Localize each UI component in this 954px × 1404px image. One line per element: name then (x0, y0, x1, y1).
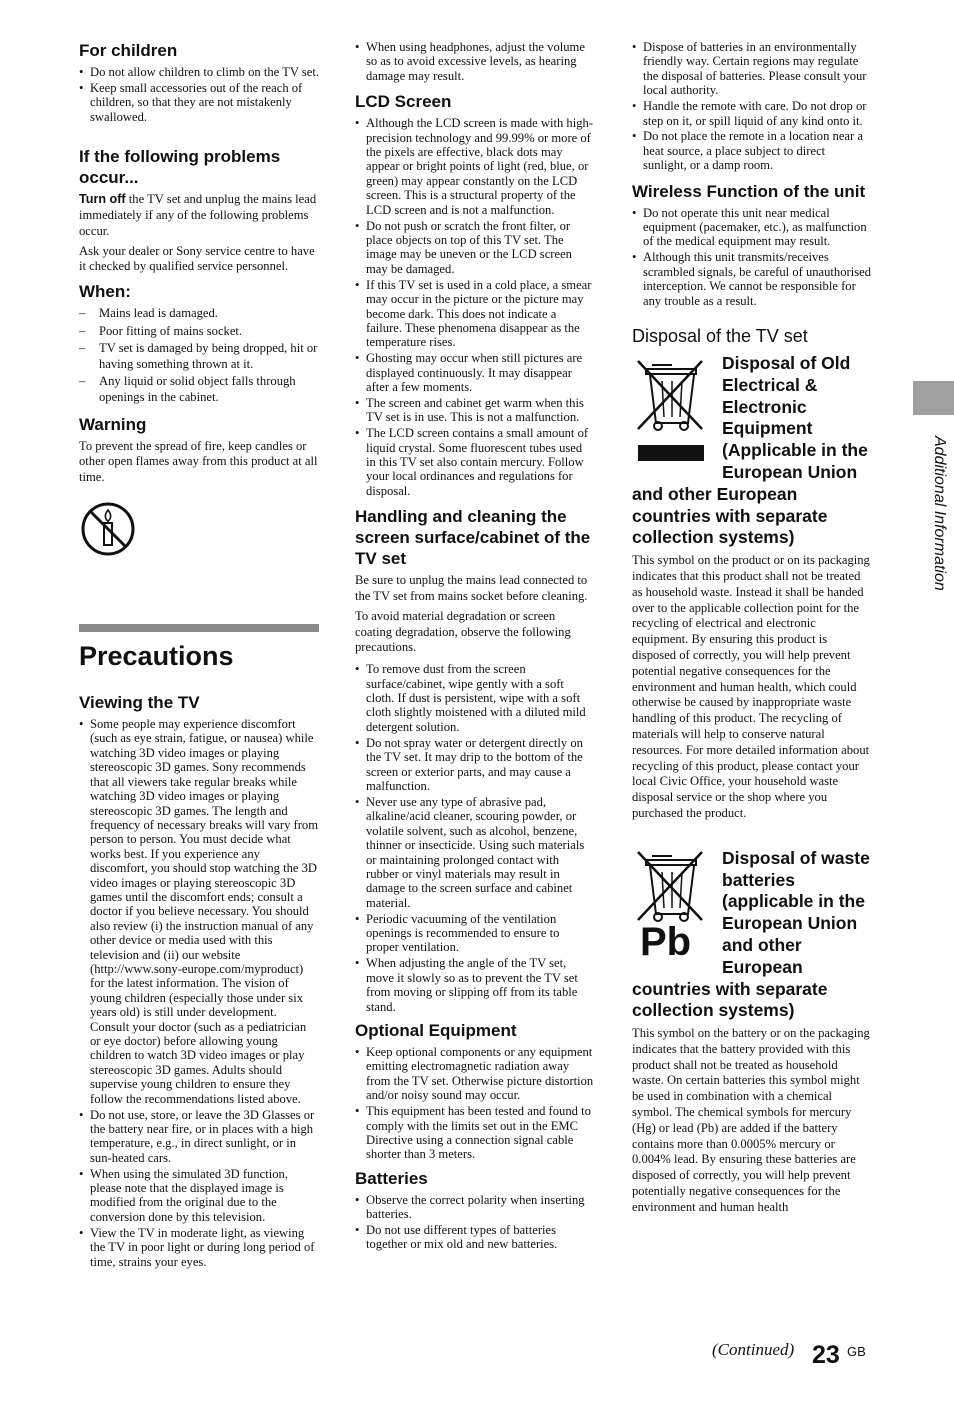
turn-off-label: Turn off (79, 192, 126, 207)
battery-disposal-block (632, 848, 872, 1216)
children-list (79, 65, 319, 124)
problems-text: the TV set and unplug the mains lead immediately if any of the following problems occur. (79, 192, 317, 238)
list-item: • When using the simulated 3D function, please note that the displayed image is modified from the original due to the conversion done by this television. (79, 1167, 319, 1225)
heading-viewing: Viewing the TV (79, 693, 200, 713)
column-3 (632, 40, 872, 1220)
headphones-list (355, 40, 595, 83)
list-item: • Do not spray water or detergent directly on the TV set. It may drip to the bottom of the screen or exterior parts, and may cause a malfunction. (355, 736, 595, 794)
wireless-list (632, 206, 872, 308)
list-item: • Dispose of batteries in an environmentally friendly way. Certain regions may regulate the disposal of batteries. Please consult your local authority. (632, 40, 872, 98)
list-item: – Any liquid or solid object falls through openings in the cabinet. (79, 374, 319, 405)
list-item: • Although this unit transmits/receives scrambled signals, be careful of unauthorised interception. We cannot be responsible for any trouble as a result. (632, 250, 872, 308)
handling-paragraph-2: To avoid material degradation or screen coating degradation, observe the following precautions. (355, 608, 571, 655)
continued-label: (Continued) (712, 1340, 795, 1359)
battery-disposal-text: This symbol on the battery or on the packaging indicates that the battery provided with this product shall not be treated as household waste. On certain batteries this symbol might be used in combination with a chemical symbol. The chemical symbols for mercury (Hg) or lead (Pb) are added if the battery contains more than 0.0005% mercury or 0.004% lead. By ensuring these batteries are disposed of correctly, you will help prevent potentially negative consequences for the environment and human health (632, 1026, 870, 1214)
heading-warning: Warning (79, 414, 147, 434)
page-suffix: GB (847, 1344, 866, 1359)
section-divider (79, 624, 319, 632)
no-candle-icon (79, 500, 137, 558)
list-item: – Mains lead is damaged. (79, 306, 319, 322)
page-number: 23 (812, 1341, 840, 1369)
section-tab-marker (913, 381, 954, 415)
handling-list (355, 662, 595, 1014)
problems-paragraph-1 (79, 192, 319, 239)
list-item: • Keep optional components or any equipment emitting electromagnetic radiation away from the TV set. Otherwise picture distortion and/or noisy sound may occur. (355, 1045, 595, 1103)
list-item: • To remove dust from the screen surface/cabinet, wipe gently with a soft cloth. If dust is persistent, wipe with a soft cloth slightly moistened with a diluted mild detergent solution. (355, 662, 595, 734)
viewing-list (79, 717, 319, 1269)
battery-handling-list (632, 40, 872, 173)
list-item: • The LCD screen contains a small amount of liquid crystal. Some fluorescent tubes used in this TV set also contain mercury. Follow your local ordinances and regulations for disposal. (355, 426, 595, 498)
list-item: – TV set is damaged by being dropped, hit or having something thrown at it. (79, 341, 319, 372)
lcd-list (355, 116, 595, 498)
heading-lcd: LCD Screen (355, 92, 452, 112)
heading-for-children: For children (79, 41, 178, 60)
list-item: • The screen and cabinet get warm when this TV set is in use. This is not a malfunction. (355, 396, 595, 425)
list-item: • Do not operate this unit near medical equipment (pacemaker, etc.), as malfunction of the medical equipment may result. (632, 206, 872, 249)
list-item: • Ghosting may occur when still pictures are displayed continuously. It may disappear after a few moments. (355, 351, 595, 394)
list-item: • When using headphones, adjust the volume so as to avoid excessive levels, as hearing damage may result. (355, 40, 595, 83)
list-item: • Do not push or scratch the front filter, or place objects on top of this TV set. The image may be uneven or the LCD screen may be damaged. (355, 219, 595, 277)
list-item: • Do not place the remote in a location near a heat source, a place subject to direct sunlight, or a damp room. (632, 129, 872, 172)
section-side-label: Additional Information (931, 436, 948, 591)
list-item: • Observe the correct polarity when inserting batteries. (355, 1193, 595, 1222)
list-item: • Keep small accessories out of the reach of children, so that they are not mistakenly swallowed. (79, 81, 319, 124)
list-item: – Poor fitting of mains socket. (79, 324, 319, 340)
problems-paragraph-2: Ask your dealer or Sony service centre to have it checked by qualified service personnel. (79, 243, 315, 274)
heading-disposal: Disposal of the TV set (632, 326, 808, 346)
heading-wireless: Wireless Function of the unit (632, 181, 866, 201)
list-item: • When adjusting the angle of the TV set, move it slowly so as to prevent the TV set from moving or slipping off from its table stand. (355, 956, 595, 1014)
column-2 (355, 40, 595, 1253)
heading-battery-disposal: Disposal of waste batteries (applicable in the European Union and other European countries with separate collection systems) (632, 847, 870, 1021)
heading-optional: Optional Equipment (355, 1021, 517, 1041)
pb-symbol: Pb (640, 919, 692, 964)
list-item: • Never use any type of abrasive pad, alkaline/acid cleaner, scouring powder, or volatile solvent, such as alcohol, benzene, thinner or insecticide. Using such materials or maintaining prolonged contact with rubber or vinyl materials may result in damage to the screen surface and cabinet material. (355, 795, 595, 910)
heading-weee: Disposal of Old Electrical & Electronic Equipment (Applicable in the European Union and other European countries with separate collection systems) (632, 353, 868, 548)
list-item: • Some people may experience discomfort (such as eye strain, fatigue, or nausea) while watching 3D video images or playing stereoscopic 3D games. Sony recommends that all viewers take regular breaks while watching 3D video images or playing stereoscopic 3D games. The length and frequency of necessary breaks will vary from person to person. You must decide what works best. If you experience any discomfort, you should stop watching the 3D video images or playing stereoscopic 3D games until the discomfort ends; consult a doctor if you believe necessary. You should also review (i) the instruction manual of any other device or media used with this television and (ii) our website (http://www.sony-europe.com/myproduct) for the latest information. The vision of young children (especially those under six years old) is still under development. Consult your doctor (such as a pediatrician or eye doctor) before allowing young children to watch 3D video images or play stereoscopic 3D games. Adults should supervise young children to ensure they follow the recommendations listed above. (79, 717, 319, 1106)
heading-handling: Handling and cleaning the screen surface/cabinet of the TV set (355, 507, 591, 569)
page-title: Precautions (79, 641, 234, 672)
column-1 (79, 40, 319, 1271)
warning-text: To prevent the spread of fire, keep candles or other open flames away from this product at all time. (79, 438, 318, 485)
crossed-bin-icon (632, 353, 714, 470)
weee-block (632, 353, 872, 822)
list-item: • Do not allow children to climb on the TV set. (79, 65, 319, 79)
list-item: • Do not use different types of batteries together or mix old and new batteries. (355, 1223, 595, 1252)
list-item: • Handle the remote with care. Do not drop or step on it, or spill liquid of any kind onto it. (632, 99, 872, 128)
list-item: • Although the LCD screen is made with high-precision technology and 99.99% or more of the pixels are effective, black dots may appear or bright points of light (red, blue, or green) may appear constantly on the LCD screen. This is a structural property of the LCD screen and is not a malfunction. (355, 116, 595, 217)
batteries-list (355, 1193, 595, 1252)
list-item: • If this TV set is used in a cold place, a smear may occur in the picture or the picture may become dark. This does not indicate a failure. These phenomena disappear as the temperature rises. (355, 278, 595, 350)
list-item: • Do not use, store, or leave the 3D Glasses or the battery near fire, or in places with a high temperature, e.g., in direct sunlight, or in sun-heated cars. (79, 1108, 319, 1166)
heading-problems: If the following problems occur... (79, 147, 281, 188)
heading-when: When: (79, 282, 131, 302)
crossed-bin-pb-icon (632, 848, 714, 973)
list-item: • This equipment has been tested and found to comply with the limits set out in the EMC Directive using a connection signal cable shorter than 3 meters. (355, 1104, 595, 1162)
list-item: • View the TV in moderate light, as viewing the TV in poor light or during long period of time, strains your eyes. (79, 1226, 319, 1269)
optional-list (355, 1045, 595, 1162)
heading-batteries: Batteries (355, 1168, 428, 1188)
weee-text: This symbol on the product or on its packaging indicates that this product shall not be treated as household waste. Instead it shall be handed over to the applicable collection point for the recycling of electrical and electronic equipment. By ensuring this product is disposed of correctly, you will help prevent potential negative consequences for the environment and human health, which could otherwise be caused by inappropriate waste handling of this product. The recycling of materials will help to conserve natural resources. For more detailed information about recycling of this product, please contact your local Civic Office, your household waste disposal service or the shop where you purchased the product. (632, 553, 870, 820)
list-item: • Periodic vacuuming of the ventilation openings is recommended to ensure to proper ventilation. (355, 912, 595, 955)
handling-paragraph-1: Be sure to unplug the mains lead connected to the TV set from mains socket before cleaning. (355, 573, 588, 604)
when-list (79, 306, 319, 406)
